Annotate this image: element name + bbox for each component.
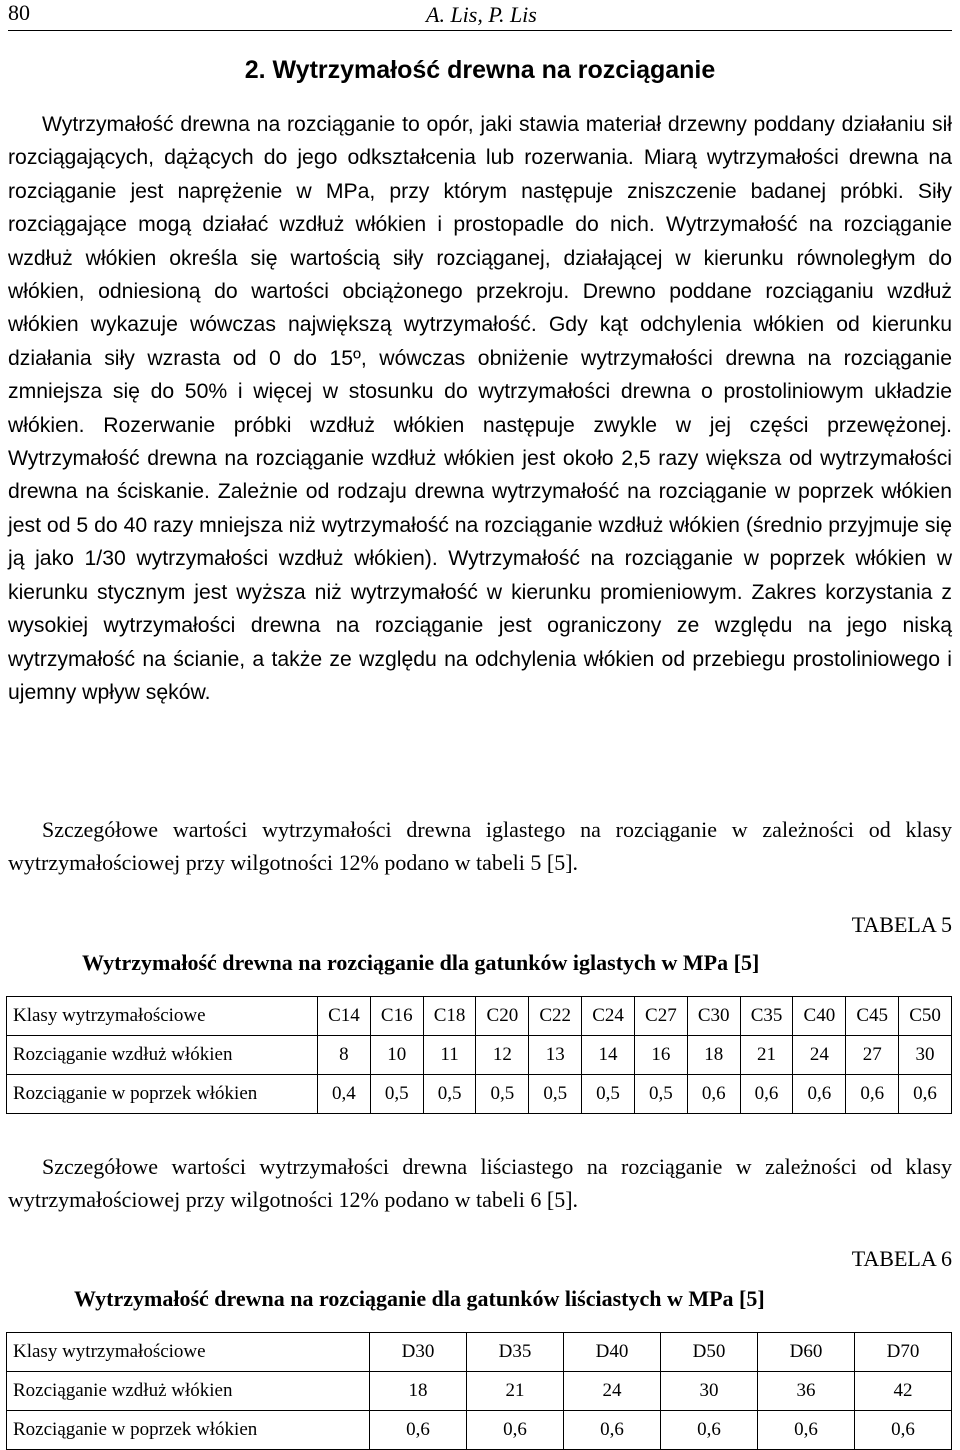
table-cell: 30 <box>899 1036 952 1075</box>
table5 <box>6 996 952 1114</box>
table-row <box>7 1075 952 1114</box>
table-cell: C22 <box>529 997 582 1036</box>
table-cell: 0,5 <box>476 1075 529 1114</box>
table-cell: C24 <box>582 997 635 1036</box>
table-cell: 13 <box>529 1036 582 1075</box>
table-cell: 0,6 <box>370 1411 467 1450</box>
table-row <box>7 997 952 1036</box>
page-header <box>8 0 948 28</box>
table-cell: 16 <box>634 1036 687 1075</box>
table-cell: 0,4 <box>318 1075 371 1114</box>
table-cell: 0,5 <box>634 1075 687 1114</box>
table-cell: 0,6 <box>846 1075 899 1114</box>
table-row <box>7 1372 952 1411</box>
row-header-cell: Klasy wytrzymałościowe <box>7 997 318 1036</box>
table-cell: 0,6 <box>467 1411 564 1450</box>
table5-label: TABELA 5 <box>851 912 952 937</box>
table-cell: 0,5 <box>582 1075 635 1114</box>
table-cell: 0,5 <box>370 1075 423 1114</box>
table6-label: TABELA 6 <box>851 1246 952 1271</box>
table-cell: 14 <box>582 1036 635 1075</box>
table-cell: 0,6 <box>687 1075 740 1114</box>
table-cell: D35 <box>467 1333 564 1372</box>
table-cell: 0,6 <box>661 1411 758 1450</box>
table-cell: 0,6 <box>564 1411 661 1450</box>
table-cell: 0,6 <box>793 1075 846 1114</box>
table-cell: 0,6 <box>740 1075 793 1114</box>
table5-title: Wytrzymałość drewna na rozciąganie dla gatunków iglastych w MPa [5] <box>82 950 760 975</box>
table-cell: 0,6 <box>899 1075 952 1114</box>
table-cell: 27 <box>846 1036 899 1075</box>
table-cell: C40 <box>793 997 846 1036</box>
table-cell: D30 <box>370 1333 467 1372</box>
table-cell: 0,6 <box>855 1411 952 1450</box>
table-row <box>7 1333 952 1372</box>
page-number: 80 <box>8 0 30 25</box>
section-title: 2. Wytrzymałość drewna na rozciąganie <box>244 56 716 84</box>
table-cell: C30 <box>687 997 740 1036</box>
table6-title: Wytrzymałość drewna na rozciąganie dla gatunków liściastych w MPa [5] <box>74 1286 765 1311</box>
table-cell: D70 <box>855 1333 952 1372</box>
paragraph-table5-intro: Szczegółowe wartości wytrzymałości drewna iglastego na rozciąganie w zależności od klasy wytrzymałościowej przy wilgotności 12% podano w tabeli 5 [5]. <box>8 817 952 876</box>
row-header-cell: Rozciąganie w poprzek włókien <box>7 1411 370 1450</box>
table-row <box>7 1036 952 1075</box>
table-cell: 12 <box>476 1036 529 1075</box>
table-cell: C35 <box>740 997 793 1036</box>
table-cell: 11 <box>423 1036 476 1075</box>
row-header-cell: Rozciąganie wzdłuż włókien <box>7 1372 370 1411</box>
table-cell: C18 <box>423 997 476 1036</box>
table-cell: 24 <box>564 1372 661 1411</box>
table-cell: C20 <box>476 997 529 1036</box>
table-cell: 36 <box>758 1372 855 1411</box>
table-cell: 0,5 <box>529 1075 582 1114</box>
running-title: A. Lis, P. Lis <box>426 2 537 27</box>
row-header-cell: Klasy wytrzymałościowe <box>7 1333 370 1372</box>
row-header-cell: Rozciąganie wzdłuż włókien <box>7 1036 318 1075</box>
table-row <box>7 1411 952 1450</box>
table6 <box>6 1332 952 1450</box>
table-cell: C16 <box>370 997 423 1036</box>
table-cell: 24 <box>793 1036 846 1075</box>
paragraph-main: Wytrzymałość drewna na rozciąganie to opór, jaki stawia materiał drzewny poddany działaniu sił rozciągających, dążących do jego odkształcenia lub rozerwania. Miarą wytrzymałości drewna na rozciąganie jest naprężenie w MPa, przy którym następuje zniszczenie badanej próbki. Siły rozciągające mogą działać wzdłuż włókien i prostopadle do nich. Wytrzymałość na rozciąganie wzdłuż włókien określa się wartością siły rozciąganej, działającej w kierunku równoległym do włókien, odniesioną do wartości obciążonego przekroju. Drewno poddane rozciąganiu wzdłuż włókien wykazuje wówczas największą wytrzymałość. Gdy kąt odchylenia włókien od kierunku działania siły wzrasta od 0 do 15º, wówczas obniżenie wytrzymałości drewna na rozciąganie zmniejsza się do 50% i więcej w stosunku do wytrzymałości drewna o prostoliniowym układzie włókien. Rozerwanie próbki wzdłuż włókien następuje zwykle w jej części przewężonej. Wytrzymałość drewna na rozciąganie wzdłuż włókien jest około 2,5 razy większa od wytrzymałości drewna na ściskanie. Zależnie od rodzaju drewna wytrzymałość na rozciąganie w poprzek włókien jest od 5 do 40 razy mniejsza niż wytrzymałość na rozciąganie wzdłuż włókien (średnio przyjmuje się ją jako 1/30 wytrzymałości wzdłuż włókien). Wytrzymałość na rozciąganie w poprzek włókien w kierunku stycznym jest wyższa niż wytrzymałość w kierunku promieniowym. Zakres korzystania z wysokiej wytrzymałości drewna na rozciąganie jest ograniczony ze względu na jego niską wytrzymałość na ścianie, a także ze względu na odchylenia włókien od przebiegu prostoliniowego i ujemny wpływ sęków. <box>8 113 952 704</box>
header-rule <box>8 30 952 31</box>
paragraph-table6-intro: Szczegółowe wartości wytrzymałości drewna liściastego na rozciąganie w zależności od klasy wytrzymałościowej przy wilgotności 12% podano w tabeli 6 [5]. <box>8 1154 952 1213</box>
table-cell: D60 <box>758 1333 855 1372</box>
table-cell: 8 <box>318 1036 371 1075</box>
table-cell: D50 <box>661 1333 758 1372</box>
table-cell: 30 <box>661 1372 758 1411</box>
table-cell: C14 <box>318 997 371 1036</box>
table-cell: C45 <box>846 997 899 1036</box>
table-cell: D40 <box>564 1333 661 1372</box>
table-cell: 0,6 <box>758 1411 855 1450</box>
table-cell: 10 <box>370 1036 423 1075</box>
row-header-cell: Rozciąganie w poprzek włókien <box>7 1075 318 1114</box>
table-cell: 21 <box>467 1372 564 1411</box>
table-cell: 18 <box>370 1372 467 1411</box>
table-cell: 18 <box>687 1036 740 1075</box>
table-cell: 21 <box>740 1036 793 1075</box>
table-cell: 0,5 <box>423 1075 476 1114</box>
table-cell: C50 <box>899 997 952 1036</box>
table-cell: C27 <box>634 997 687 1036</box>
table-cell: 42 <box>855 1372 952 1411</box>
